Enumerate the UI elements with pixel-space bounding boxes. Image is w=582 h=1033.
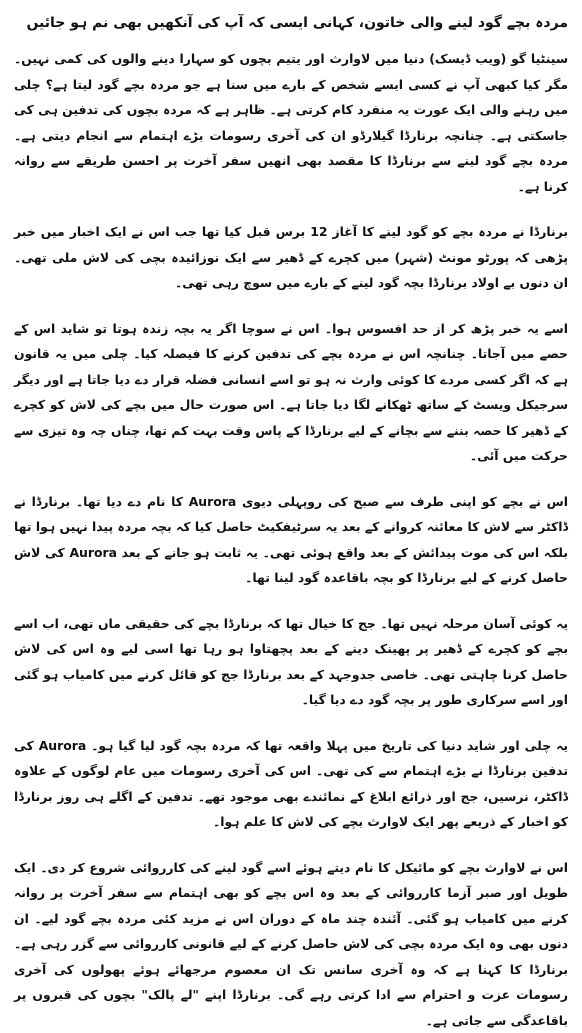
article-paragraph-3: اسے یہ خبر پڑھ کر از حد افسوس ہوا۔ اس نے سوچا اگر یہ بچہ زندہ ہوتا تو شاید اس کے حصے میں آجاتا۔ چنانچہ اس نے مردہ بچے کی تدفین کرنے کا فیصلہ کیا۔ چلی میں یہ قانون ہے کہ اگر کسی مردے کا کوئی وارث نہ ہو تو اسے انسانی فضلہ قرار دے دیا جاتا ہے اور دیگر سرجیکل ویسٹ کے ساتھ ٹھکانے لگا دیا جاتا ہے۔ اس صورت حال میں بچے کی لاش کو کچرے کے ڈھیر کا حصہ بننے سے بچانے کے لیے برنارڈا کے پاس وقت بہت کم تھا، چناں چہ وہ تیزی سے حرکت میں آئی۔ bbox=[14, 316, 568, 469]
article-paragraph-1: سینٹیا گو (ویب ڈیسک) دنیا میں لاوارث اور یتیم بچوں کو سہارا دینے والوں کی کمی نہیں۔ مگر کیا کبھی آپ نے کسی ایسے شخص کے بارے میں سنا ہے جو مردہ بچے گود لیتا ہے؟ چلی میں رہنے والی ایک عورت یہ منفرد کام کرتی ہے۔ ظاہر ہے کہ مردہ بچوں کی تدفین ہی کی جاسکتی ہے۔ چنانچہ برنارڈا گیلارڈو ان کی آخری رسومات بڑے اہتمام سے انجام دیتی ہے۔ مردہ بچے گود لینے سے برنارڈا کا مقصد بھی انھیں سفر آخرت پر احسن طریقے سے روانہ کرنا ہے۔ bbox=[14, 46, 568, 199]
article-paragraph-4: اس نے بچے کو اپنی طرف سے صبح کی روپہلی دیوی Aurora کا نام دے دیا تھا۔ برنارڈا نے ڈاکٹر سے لاش کا معائنہ کروانے کے بعد یہ سرٹیفکیٹ حاصل کیا کہ بچہ مردہ پیدا نہیں ہوا تھا بلکہ اس کی موت پیدائش کے بعد واقع ہوئی تھی۔ یہ ثابت ہو جانے کے بعد Aurora کی لاش حاصل کرنے کے لیے برنارڈا کو بچہ باقاعدہ گود لینا تھا۔ bbox=[14, 489, 568, 591]
article-paragraph-7: اس نے لاوارث بچے کو مائیکل کا نام دیتے ہوئے اسے گود لینے کی کارروائی شروع کر دی۔ ایک طویل اور صبر آزما کارروائی کے بعد وہ اس بچے کو بھی اہتمام سے سفر آخرت پر روانہ کرنے میں کامیاب ہو گئی۔ آئندہ چند ماہ کے دوران اس نے مزید کئی مردہ بچے گود لیے۔ ان دنوں بھی وہ ایک مردہ بچی کی لاش حاصل کرنے کے لیے قانونی کارروائی سے گزر رہی ہے۔ برنارڈا کا کہنا ہے کہ وہ آخری سانس تک ان معصوم مرجھائے ہوئے پھولوں کی آخری رسومات عزت و احترام سے ادا کرتی رہے گی۔ برنارڈا اپنے "لے پالک" بچوں کی قبروں پر باقاعدگی سے جاتی ہے۔ bbox=[14, 855, 568, 1033]
article-paragraph-6: یہ چلی اور شاید دنیا کی تاریخ میں پہلا واقعہ تھا کہ مردہ بچہ گود لیا گیا ہو۔ Aurora کی تدفین برنارڈا نے بڑے اہتمام سے کی تھی۔ اس کی آخری رسومات میں عام لوگوں کے علاوہ ڈاکٹر، نرسیں، جج اور ذرائع ابلاغ کے نمائندے بھی موجود تھے۔ تدفین کے اگلے ہی روز برنارڈا کو اخبار کے ذریعے پھر ایک لاوارث بچے کی لاش کا علم ہوا۔ bbox=[14, 733, 568, 835]
article-paragraph-2: برنارڈا نے مردہ بچے کو گود لینے کا آغاز 12 برس قبل کیا تھا جب اس نے ایک اخبار میں خبر پڑھی کہ پورٹو مونٹ (شہر) میں کچرے کے ڈھیر سے ایک نوزائیدہ بچی کی لاش ملی تھی۔ ان دنوں بے اولاد برنارڈا بچہ گود لینے کے بارے میں سوچ رہی تھی۔ bbox=[14, 219, 568, 296]
article-paragraph-5: یہ کوئی آسان مرحلہ نہیں تھا۔ جج کا خیال تھا کہ برنارڈا بچے کی حقیقی ماں تھی، اب اسے بچے کو کچرے کے ڈھیر پر پھینک دینے کے بعد پچھتاوا ہو رہا تھا اسی لیے وہ اس کی لاش حاصل کرنا چاہتی تھی۔ خاصی جدوجہد کے بعد برنارڈا جج کو قائل کرنے میں کامیاب ہو گئی اور اسے سرکاری طور پر بچہ گود دے دیا گیا۔ bbox=[14, 611, 568, 713]
article-title: مردہ بچے گود لینے والی خاتون، کہانی ایسی کہ آپ کی آنکھیں بھی نم ہو جائیں bbox=[14, 10, 568, 36]
